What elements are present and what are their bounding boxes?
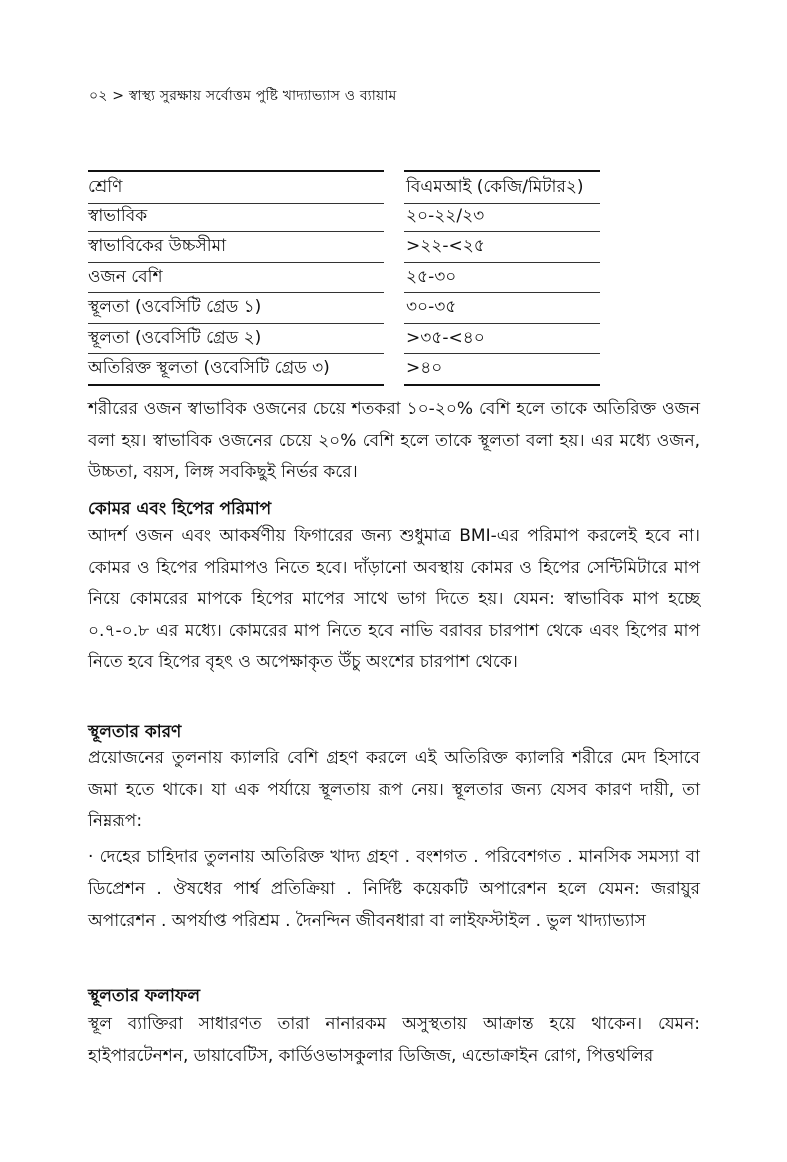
table-row <box>88 231 598 262</box>
bmi-value-cell: ৩০-৩৫ <box>404 292 600 324</box>
paragraph-causes: প্রয়োজনের তুলনায় ক্যালরি বেশি গ্রহণ করলে এই অতিরিক্ত ক্যালরি শরীরে মেদ হিসাবে জমা হতে থাকে। যা এক পর্যায়ে স্থূলতায় রূপ নেয়। স্থূলতার জন্য যেসব কারণ দায়ী, তা নিম্নরূপ: <box>88 748 700 831</box>
bmi-value-cell: >২২-<২৫ <box>404 231 600 263</box>
bmi-header-category: শ্রেণি <box>88 170 384 204</box>
bmi-header-value: বিএমআই (কেজি/মিটার২) <box>404 170 600 204</box>
bmi-value-cell: ২০-২২/২৩ <box>404 201 600 233</box>
bmi-value-cell: >৪০ <box>404 353 600 386</box>
causes-list: · দেহের চাহিদার তুলনায় অতিরিক্ত খাদ্য গ্রহণ . বংশগত . পরিবেশগত . মানসিক সমস্যা বা ডিপ্রেশন . ঔষধের পার্শ্ব প্রতিক্রিয়া . নির্দিষ্ট কয়েকটি অপারেশন হলে যেমন: জরায়ুর অপারেশন . অপর্যাপ্ত পরিশ্রম . দৈনন্দিন জীবনধারা বা লাইফস্টাইল . ভুল খাদ্যাভ্যাস <box>88 847 700 931</box>
paragraph-weight: শরীরের ওজন স্বাভাবিক ওজনের চেয়ে শতকরা ১০-২০% বেশি হলে তাকে অতিরিক্ত ওজন বলা হয়। স্বাভাবিক ওজনের চেয়ে ২০% বেশি হলে তাকে স্থূলতা বলা হয়। এর মধ্যে ওজন, উচ্চতা, বয়স, লিঙ্গ সবকিছুই নির্ভর করে। <box>88 399 700 482</box>
bmi-table <box>88 170 598 384</box>
bmi-category-cell: স্বাভাবিকের উচ্চসীমা <box>88 231 384 263</box>
bmi-table-header-row <box>88 170 598 201</box>
bmi-category-cell: ওজন বেশি <box>88 262 384 294</box>
heading-causes: স্থূলতার কারণ <box>88 722 182 742</box>
bmi-category-cell: স্থূলতা (ওবেসিটি গ্রেড ২) <box>88 323 384 355</box>
heading-waist-hip: কোমর এবং হিপের পরিমাপ <box>88 499 272 519</box>
running-head: ০২ > স্বাস্থ্য সুরক্ষায় সর্বোত্তম পুষ্টি খাদ্যাভ্যাস ও ব্যায়াম <box>89 88 397 104</box>
table-row <box>88 323 598 354</box>
table-row <box>88 292 598 323</box>
paragraph-waist-hip: আদর্শ ওজন এবং আকর্ষণীয় ফিগারের জন্য শুধুমাত্র BMI-এর পরিমাপ করলেই হবে না। কোমর ও হিপের পরিমাপও নিতে হবে। দাঁড়ানো অবস্থায় কোমর ও হিপের সেন্টিমিটারে মাপ নিয়ে কোমরের মাপকে হিপের মাপের সাথে ভাগ দিতে হয়। যেমন: স্বাভাবিক মাপ হচ্ছে ০.৭-০.৮ এর মধ্যে। কোমরের মাপ নিতে হবে নাভি বরাবর চারপাশ থেকে এবং হিপের মাপ নিতে হবে হিপের বৃহৎ ও অপেক্ষাকৃত উঁচু অংশের চারপাশ থেকে। <box>88 526 700 672</box>
bmi-value-cell: ২৫-৩০ <box>404 262 600 294</box>
heading-effects: স্থূলতার ফলাফল <box>88 986 200 1006</box>
table-row <box>88 353 598 384</box>
bmi-category-cell: স্বাভাবিক <box>88 201 384 233</box>
bmi-category-cell: অতিরিক্ত স্থূলতা (ওবেসিটি গ্রেড ৩) <box>88 353 384 386</box>
bmi-value-cell: >৩৫-<৪০ <box>404 323 600 355</box>
table-row <box>88 262 598 293</box>
paragraph-effects: স্থূল ব্যাক্তিরা সাধারণত তারা নানারকম অসুস্থতায় আক্রান্ত হয়ে থাকেন। যেমন: হাইপারটেনশন, ডায়াবেটিস, কার্ডিওভাসকুলার ডিজিজ, এন্ডোক্রাইন রোগ, পিত্তথলির <box>88 1014 700 1066</box>
table-row <box>88 201 598 232</box>
bmi-category-cell: স্থূলতা (ওবেসিটি গ্রেড ১) <box>88 292 384 324</box>
